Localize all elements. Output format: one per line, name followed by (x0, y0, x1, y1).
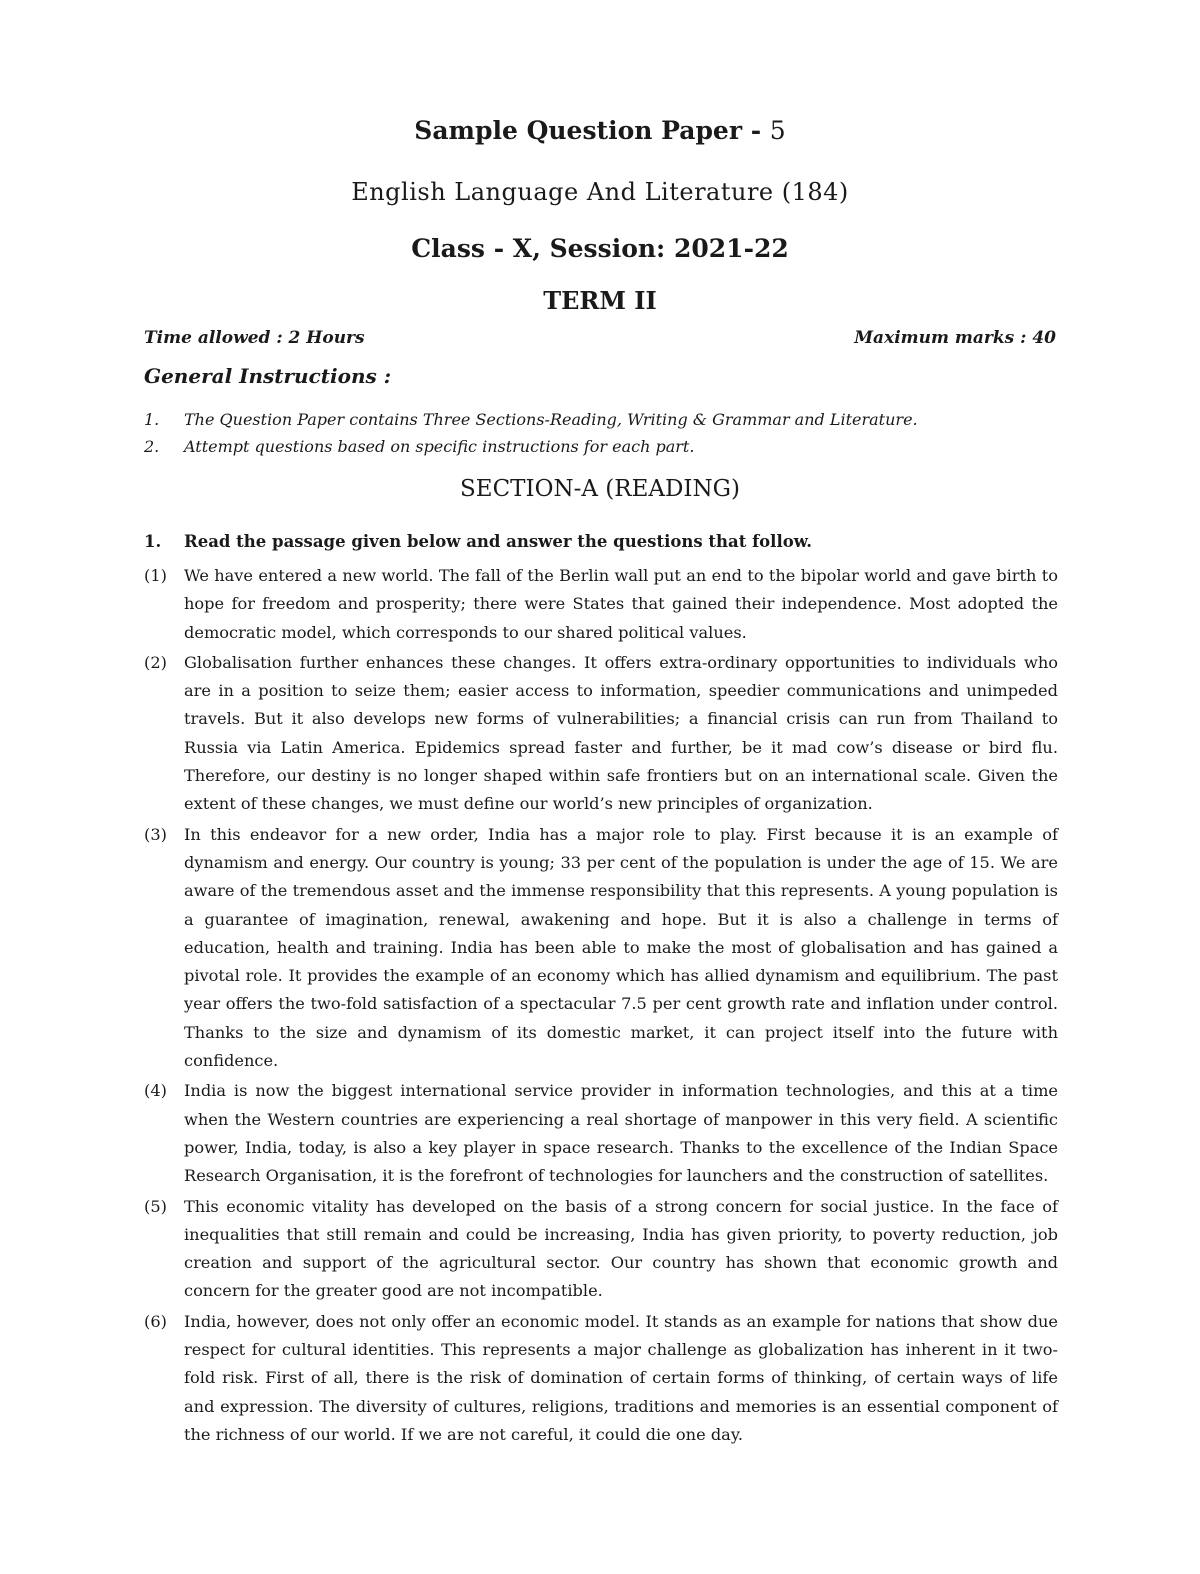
paragraph-text: India is now the biggest international service provider in information technologies, and this at a time when the Western countries are experiencing a real shortage of manpower in this very field. A scientific power, India, today, is also a key player in space research. Thanks to the excellence of the Indian Space Research Organisation, it is the forefront of technologies for launchers and the construction of satellites. (184, 1081, 1058, 1186)
paper-title (0, 116, 1200, 145)
maximum-marks: Maximum marks : 40 (854, 328, 1056, 348)
passage-paragraph (144, 1077, 1058, 1190)
passage-paragraph (144, 1193, 1058, 1306)
subject-title: English Language And Literature (184) (351, 178, 849, 206)
question-text: Read the passage given below and answer the questions that follow. (184, 532, 813, 551)
instruction-text: Attempt questions based on specific instructions for each part. (184, 437, 695, 456)
passage-paragraph (144, 821, 1058, 1076)
paragraph-text: This economic vitality has developed on the basis of a strong concern for social justice. In the face of inequalities that still remain and could be increasing, India has given priority, to poverty reduction, job creation and support of the agricultural sector. Our country has shown that economic growth and concern for the greater good are not incompatible. (184, 1196, 1058, 1301)
passage-paragraph (144, 649, 1058, 819)
passage-paragraph (144, 562, 1058, 647)
paragraph-number: (4) (144, 1081, 167, 1101)
term-title: TERM II (543, 286, 657, 315)
class-session: Class - X, Session: 2021-22 (411, 234, 789, 263)
instruction-item (144, 406, 1064, 433)
paper-number: 5 (769, 116, 786, 145)
general-instructions-list (144, 406, 1064, 460)
paper-title-text: Sample Question Paper - (414, 116, 770, 145)
paragraph-text: India, however, does not only offer an economic model. It stands as an example for nations that show due respect for cultural identities. This represents a major challenge as globalization has inherent in it two-fold risk. First of all, there is the risk of domination of certain forms of thinking, of certain ways of life and expression. The diversity of cultures, religions, traditions and memories is an essential component of the richness of our world. If we are not careful, it could die one day. (184, 1311, 1058, 1444)
section-a-heading: SECTION-A (READING) (460, 476, 740, 502)
question-number: 1. (144, 532, 162, 551)
passage-paragraph (144, 1308, 1058, 1449)
paragraph-number: (1) (144, 566, 167, 585)
instruction-text: The Question Paper contains Three Sections-Reading, Writing & Grammar and Literature. (184, 410, 918, 429)
paragraph-text: Globalisation further enhances these changes. It offers extra-ordinary opportunities to individuals who are in a position to seize them; easier access to information, speedier communications and unimpeded travels. But it also develops new forms of vulnerabilities; a financial crisis can run from Thailand to Russia via Latin America. Epidemics spread faster and further, be it mad cow’s disease or bird flu. Therefore, our destiny is no longer shaped within safe frontiers but on an international scale. Given the extent of these changes, we must define our world’s new principles of organization. (184, 652, 1058, 814)
paragraph-text: In this endeavor for a new order, India has a major role to play. First because it is an example of dynamism and energy. Our country is young; 33 per cent of the population is under the age of 15. We are aware of the tremendous asset and the immense responsibility that this represents. A young population is a guarantee of imagination, renewal, awakening and hope. But it is also a challenge in terms of education, health and training. India has been able to make the most of globalisation and has gained a pivotal role. It provides the example of an economy which has allied dynamism and equilibrium. The past year offers the two-fold satisfaction of a spectacular 7.5 per cent growth rate and inflation under control. Thanks to the size and dynamism of its domestic market, it can project itself into the future with confidence. (184, 824, 1058, 1071)
paragraph-number: (6) (144, 1311, 167, 1331)
instruction-item (144, 433, 1064, 460)
reading-passage (144, 562, 1058, 1451)
time-allowed: Time allowed : 2 Hours (144, 328, 365, 348)
instruction-number: 1. (144, 410, 160, 429)
paragraph-text: We have entered a new world. The fall of the Berlin wall put an end to the bipolar world and gave birth to hope for freedom and prosperity; there were States that gained their independence. Most adopted the democratic model, which corresponds to our shared political values. (184, 566, 1058, 642)
paragraph-number: (2) (144, 652, 167, 672)
question-1 (144, 532, 812, 551)
general-instructions-heading: General Instructions : (144, 364, 392, 388)
instruction-number: 2. (144, 437, 160, 456)
paragraph-number: (3) (144, 824, 167, 844)
paragraph-number: (5) (144, 1196, 167, 1216)
